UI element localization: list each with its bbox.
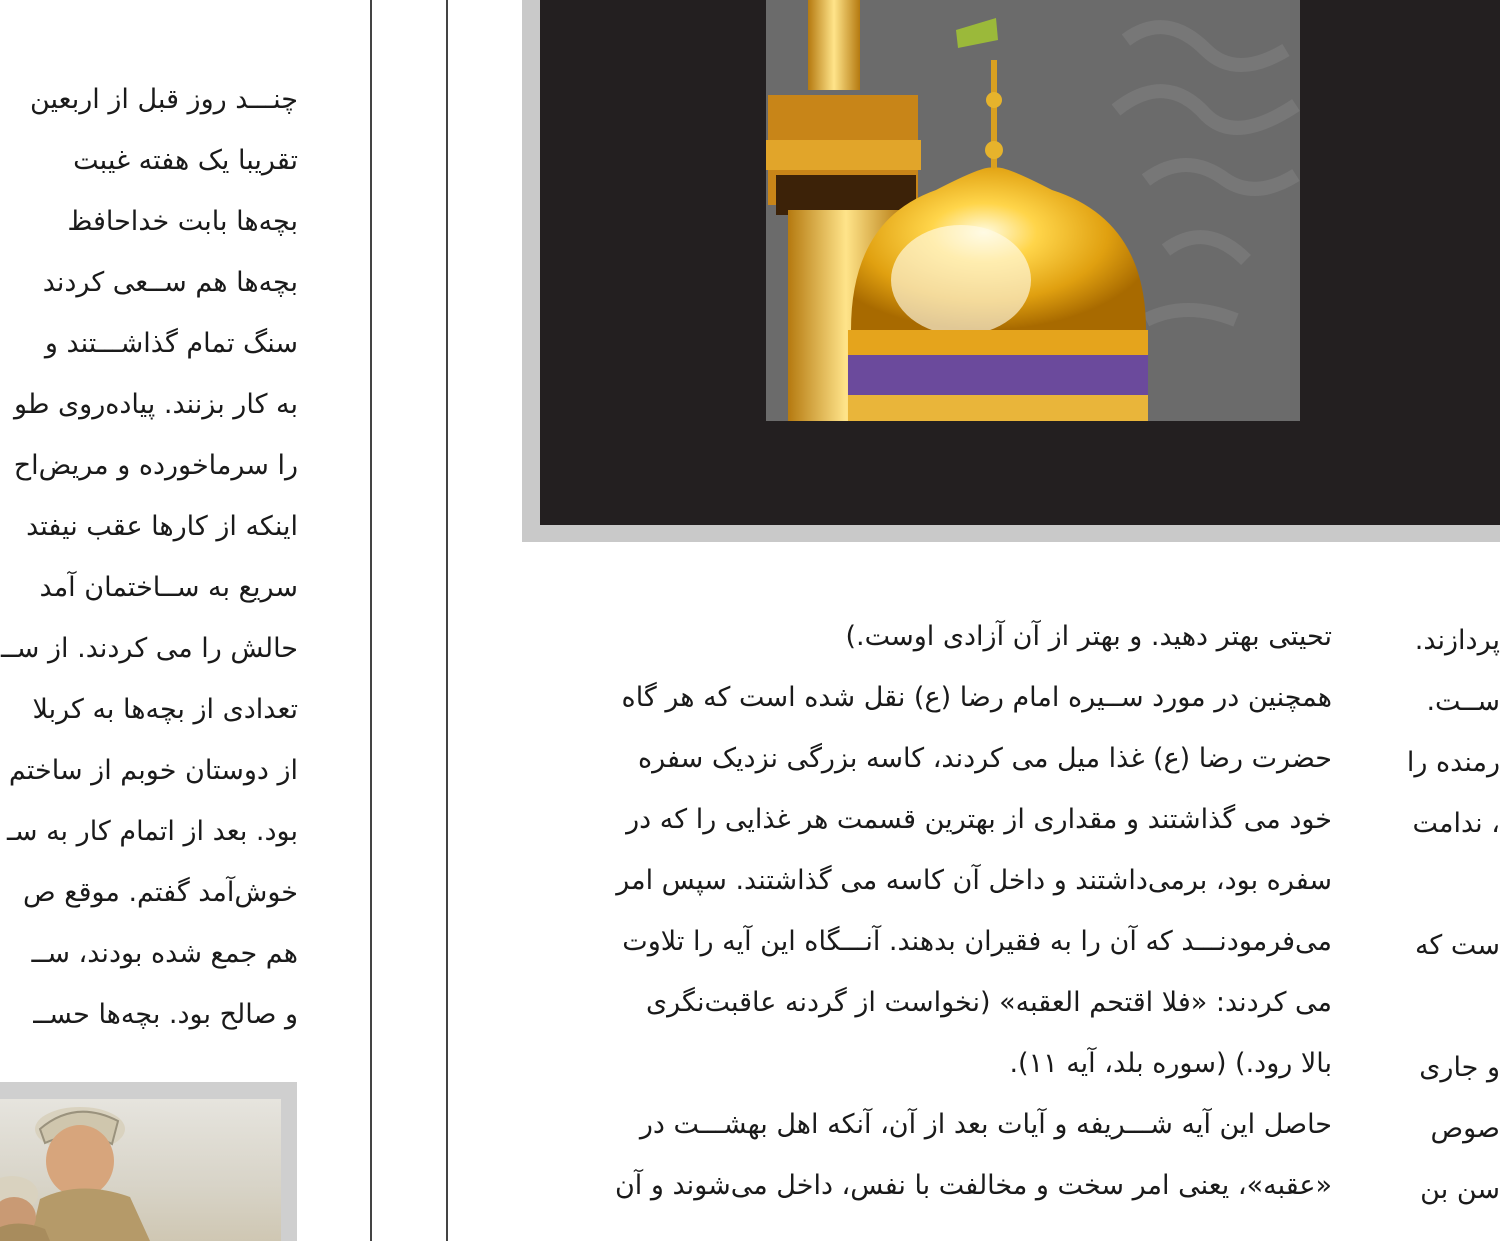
text-line: هم جمع شده بودند، ســ: [31, 938, 298, 969]
left-text-column: [0, 8, 298, 1045]
shrine-photo: [766, 0, 1300, 421]
text-line: سفره بود، برمی‌داشتند و داخل آن کاسه می گذاشتند. سپس امر: [616, 865, 1332, 896]
text-line: خود می گذاشتند و مقداری از بهترین قسمت هر غذایی را که در: [626, 804, 1332, 835]
text-line: و جاری: [1419, 1052, 1500, 1083]
text-line: حالش را می کردند. از ســ: [0, 633, 298, 664]
text-line: تحیتی بهتر دهید. و بهتر از آن آزادی اوست.): [845, 621, 1332, 652]
text-line: [1404, 854, 1500, 915]
main-text-column: [524, 606, 1332, 1216]
text-line: تقریبا یک هفته غیبت: [73, 145, 298, 176]
text-line: سریع به ســاختمان آمد: [39, 572, 298, 603]
text-line: می‌فرمودنـــد که آن را به فقیران بدهند. آنـــگاه این آیه را تلاوت: [622, 926, 1332, 957]
text-line: بچه‌ها هم ســعی کردند: [42, 267, 298, 298]
text-line: [1404, 976, 1500, 1037]
text-line: رمنده را: [1406, 747, 1500, 778]
text-line: تعدادی از بچه‌ها به کربلا: [32, 694, 298, 725]
text-line: خوش‌آمد گفتم. موقع ص: [22, 877, 298, 908]
text-line: بالا رود.) (سوره بلد، آیه ۱۱).: [1009, 1048, 1332, 1079]
text-line: و صالح بود. بچه‌ها حســ: [33, 999, 298, 1030]
text-line: ســت.: [1426, 686, 1500, 717]
text-line: بود. بعد از اتمام کار به سـ: [6, 816, 298, 847]
text-line: همچنین در مورد ســیره امام رضا (ع) نقل شده است که هر گاه: [621, 682, 1332, 713]
text-line: اینکه از کارها عقب نیفتد: [26, 511, 298, 542]
text-line: چنـــد روز قبل از اربعین: [29, 84, 298, 115]
text-line: صوص: [1430, 1113, 1500, 1144]
text-line: را سرماخورده و مریض‌اح: [13, 450, 298, 481]
text-line: «عقبه»، یعنی امر سخت و مخالفت با نفس، داخل می‌شوند و آن: [614, 1170, 1332, 1201]
text-line: ست که: [1414, 930, 1500, 961]
people-photo: [0, 1099, 281, 1241]
text-line: به کار بزنند. پیاده‌روی طو: [14, 389, 298, 420]
text-line: ، ندامت: [1412, 808, 1500, 839]
text-line: حاصل این آیه شـــریفه و آیات بعد از آن، آنکه اهل بهشـــت در: [639, 1109, 1332, 1140]
column-rule-left: [370, 0, 372, 1241]
text-line: از دوستان خوبم از ساختم: [8, 755, 298, 786]
text-line: [0, 8, 298, 69]
column-rule-center: [446, 0, 448, 1241]
text-line: بچه‌ها بابت خداحافظ: [67, 206, 298, 237]
text-line: سن بن: [1420, 1174, 1500, 1205]
text-line: پردازند.: [1414, 625, 1500, 656]
text-line: سنگ تمام گذاشـــتند و: [44, 328, 298, 359]
text-line: حضرت رضا (ع) غذا میل می کردند، کاسه بزرگی نزدیک سفره: [637, 743, 1332, 774]
right-text-column: [1404, 610, 1500, 1220]
text-line: می کردند: «فلا اقتحم العقبه» (نخواست از گردنه عاقبت‌نگری: [646, 987, 1332, 1018]
